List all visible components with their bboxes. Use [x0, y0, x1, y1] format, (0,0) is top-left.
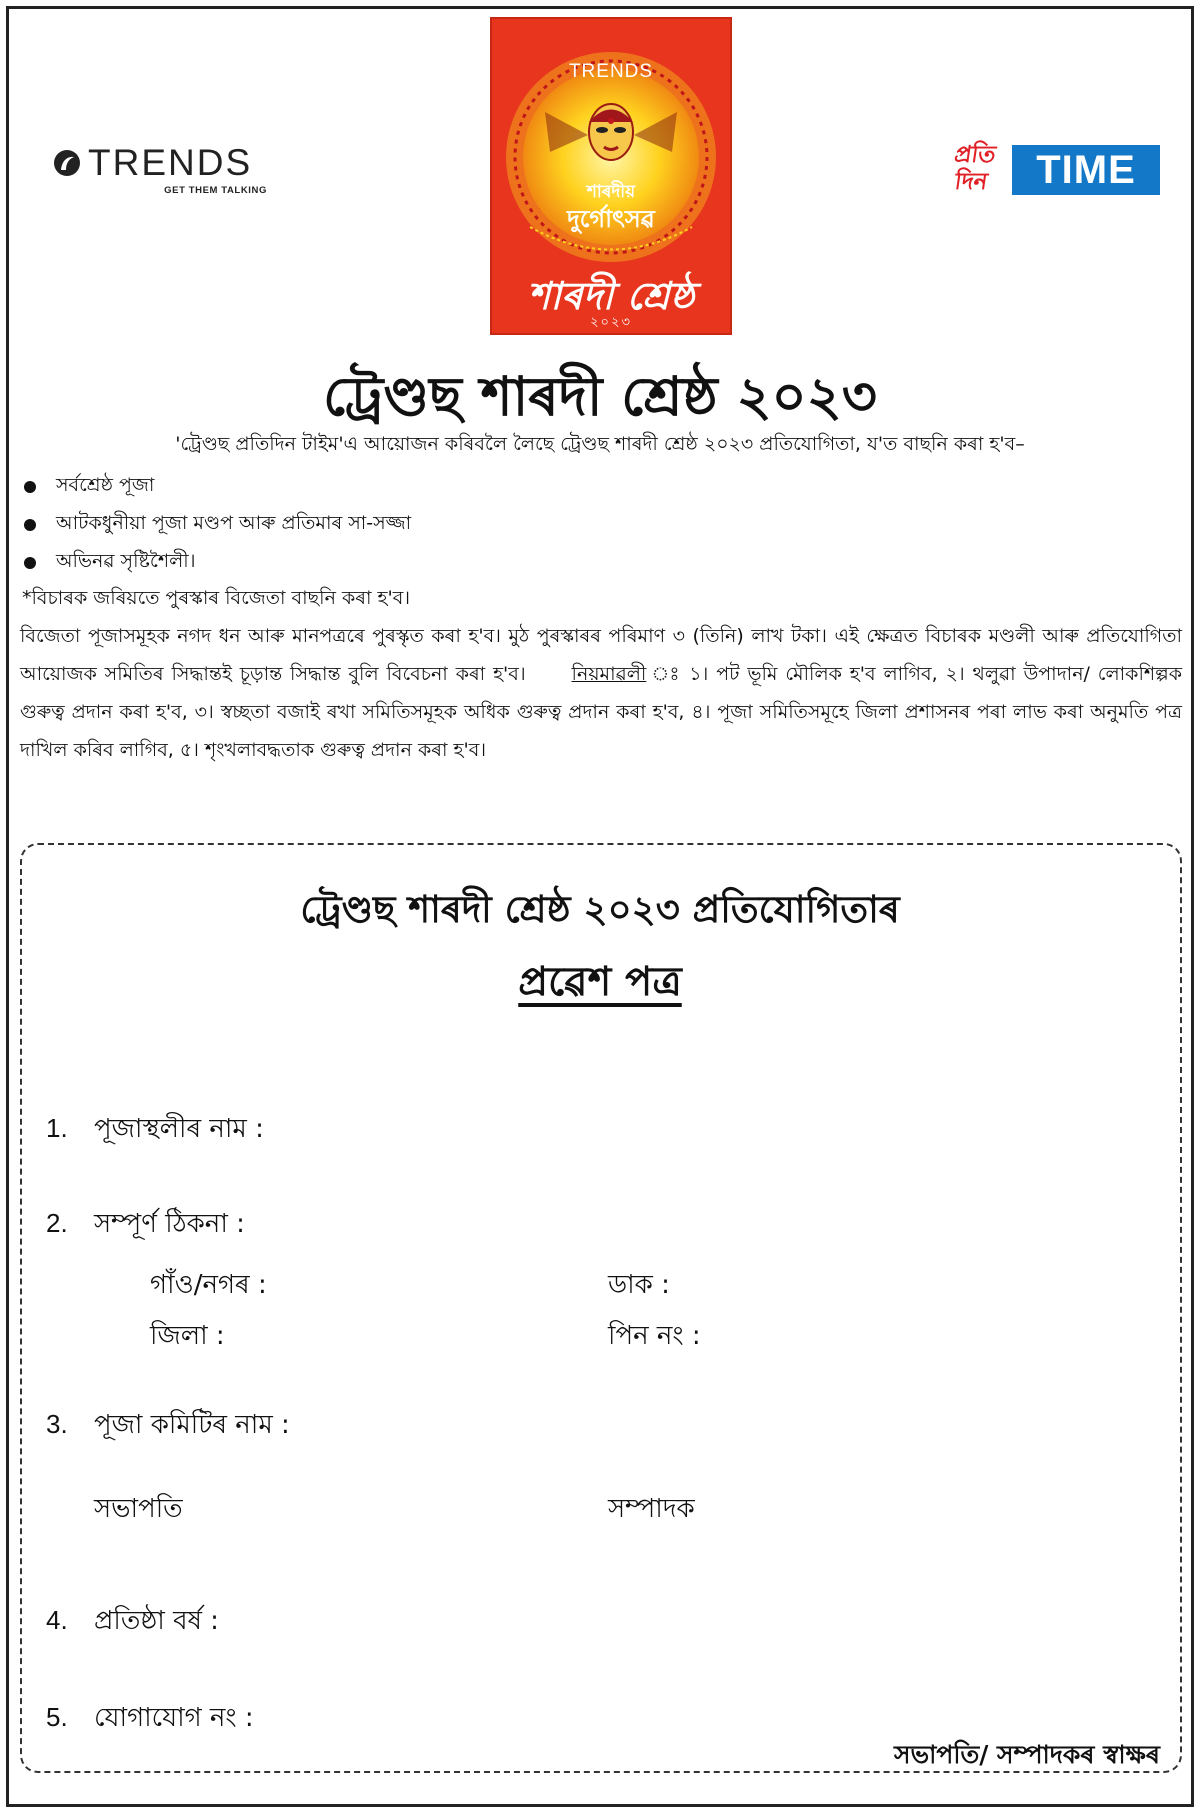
bullet-icon	[24, 519, 36, 531]
prati-text: প্ৰতি	[952, 142, 998, 168]
trends-logo-word: TRENDS	[88, 142, 253, 183]
field-label: প্ৰতিষ্ঠা বৰ্ষ :	[94, 1606, 219, 1636]
field-number: 5.	[46, 1702, 68, 1732]
field-contact-number	[46, 1697, 254, 1741]
signature-label: সভাপতি/ সম্পাদকৰ স্বাক্ষৰ	[893, 1740, 1160, 1769]
reliance-swirl-icon	[52, 148, 82, 178]
field-label: পূজাস্থলীৰ নাম :	[94, 1114, 264, 1144]
field-president: সভাপতি	[94, 1494, 183, 1524]
din-text: দিন	[953, 169, 990, 195]
trends-logo-tagline: GET THEM TALKING	[164, 185, 267, 196]
rules-label: নিয়মাৱলী	[571, 663, 647, 685]
rules-text: ঃ ১। পট ভূমি মৌলিক হ'ব লাগিব, ২। থলুৱা উপাদান/ লোকশিল্পক গুৰুত্ব প্ৰদান কৰা হ'ব, ৩। স্বচ্ছতা বজাই ৰখা সমিতিসমূহক অধিক গুৰুত্ব প্ৰদান কৰা হ'ব, ৪। পূজা সমিতিসমূহে জিলা প্ৰশাসনৰ পৰা লাভ কৰা অনুমতি পত্ৰ দাখিল কৰিব লাগিব, ৫। শৃংখলাবদ্ধতাক গুৰুত্ব প্ৰদান কৰা হ'ব।	[20, 663, 1183, 761]
form-subtitle-text: প্ৰৱেশ পত্ৰ	[518, 958, 682, 1005]
field-number: 4.	[46, 1605, 68, 1635]
poster-line-saradiya: শাৰদীয়	[586, 182, 636, 202]
rules-paragraph	[20, 617, 1182, 769]
prize-text: বিজেতা পূজাসমূহক নগদ ধন আৰু মানপত্ৰৰে পুৰস্কৃত কৰা হ'ব। মুঠ পুৰস্কাৰৰ পৰিমাণ ৩ (তিনি) লাখ টকা। এই ক্ষেত্ৰত বিচাৰক মণ্ডলী আৰু প্ৰতিযোগিতা আয়োজক সমিতিৰ সিদ্ধান্তই চূড়ান্ত সিদ্ধান্ত বুলি বিবেচনা কৰা হ'ব।	[20, 625, 1182, 685]
field-established-year	[46, 1600, 219, 1644]
trends-logo	[52, 144, 267, 196]
judges-note: *বিচাৰক জৰিয়তে পুৰস্কাৰ বিজেতা বাছনি কৰা হ'ব।	[22, 587, 411, 609]
field-number: 3.	[46, 1409, 68, 1439]
field-label: পূজা কমিটিৰ নাম :	[94, 1410, 290, 1440]
bullet-icon	[24, 481, 36, 493]
time-word: TIME	[1012, 145, 1160, 195]
list-item	[22, 544, 1172, 582]
field-committee-name	[46, 1404, 290, 1448]
list-item	[22, 506, 1172, 544]
intro-text: 'ট্ৰেণ্ডছ প্ৰতিদিন টাইম'এ আয়োজন কৰিবলৈ লৈছে ট্ৰেণ্ডছ শাৰদী শ্ৰেষ্ঠ ২০২৩ প্ৰতিযোগিতা, য'ত বাছনি কৰা হ'ব–	[175, 433, 1025, 455]
field-label: যোগাযোগ নং :	[94, 1703, 254, 1733]
pratidin-time-logo	[932, 136, 1160, 202]
field-post: ডাক :	[608, 1270, 670, 1300]
list-item-text: অভিনৱ সৃষ্টিশৈলী।	[56, 550, 196, 572]
poster-year: ২০২৩	[590, 315, 632, 330]
form-subtitle	[0, 950, 1200, 1017]
pratidin-mark	[927, 136, 1018, 202]
list-item	[22, 468, 1172, 506]
field-label: সম্পূৰ্ণ ঠিকনা :	[94, 1209, 245, 1239]
poster-brand: TRENDS	[568, 61, 654, 82]
poster-line-saradi-shreshtha: শাৰদী শ্ৰেষ্ঠ	[527, 273, 695, 318]
durgotsav-poster	[490, 17, 732, 335]
bullet-icon	[24, 557, 36, 569]
list-item-text: আটকধুনীয়া পূজা মণ্ডপ আৰু প্ৰতিমাৰ সা-সজ্জা	[56, 512, 412, 534]
page-title: ট্ৰেণ্ডছ শাৰদী শ্ৰেষ্ঠ ২০২৩	[323, 364, 877, 428]
form-title: ট্ৰেণ্ডছ শাৰদী শ্ৰেষ্ঠ ২০২৩ প্ৰতিযোগিতাৰ	[300, 887, 900, 931]
field-puja-venue	[46, 1108, 264, 1152]
list-item-text: সৰ্বশ্ৰেষ্ঠ পূজা	[56, 474, 155, 496]
poster-line-durgotsav: দুৰ্গোৎসৱ	[567, 204, 655, 233]
field-number: 2.	[46, 1208, 68, 1238]
category-list	[22, 468, 1172, 582]
field-village: গাঁও/নগৰ :	[150, 1270, 267, 1300]
field-secretary: সম্পাদক	[608, 1494, 695, 1524]
field-number: 1.	[46, 1113, 68, 1143]
field-pin: পিন নং :	[608, 1321, 701, 1351]
field-full-address	[46, 1203, 245, 1247]
field-district: জিলা :	[150, 1321, 225, 1351]
